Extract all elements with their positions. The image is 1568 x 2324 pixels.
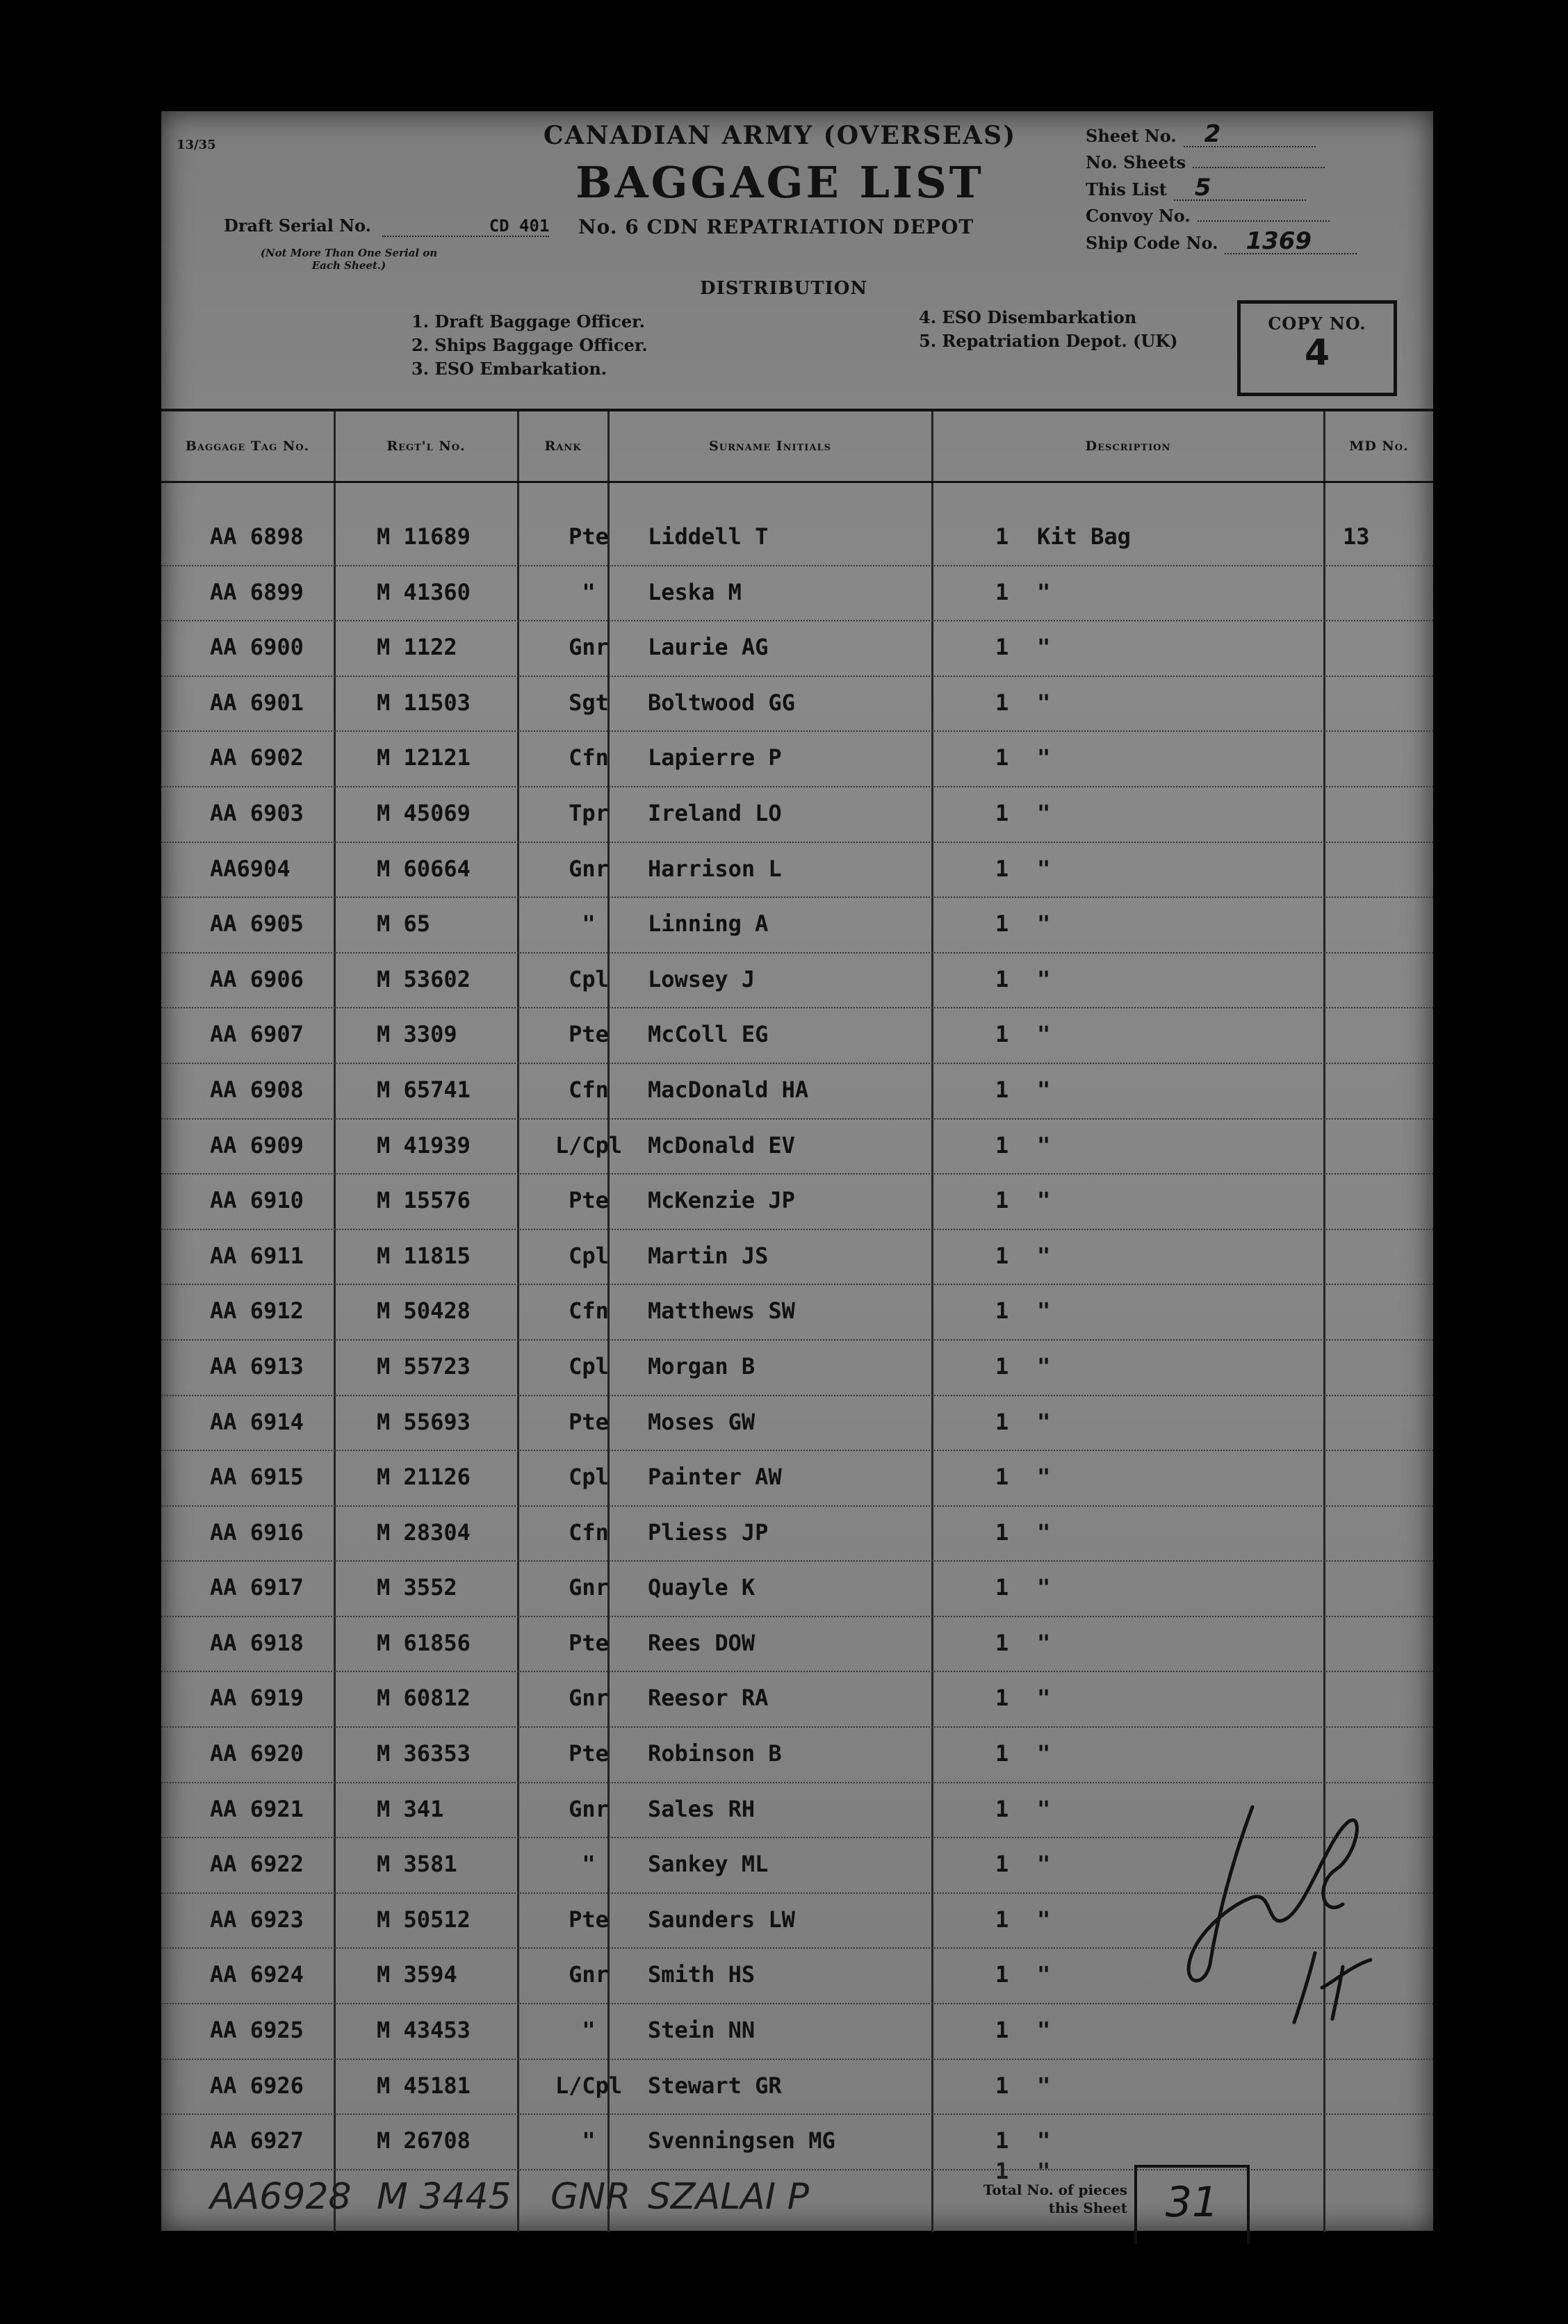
row-qty: 1 — [995, 910, 1009, 938]
row-qty: 1 — [995, 1851, 1009, 1878]
row-qty: 1 — [995, 799, 1009, 826]
row-description: " — [1037, 1851, 1051, 1878]
form-reference: 13/35 — [177, 138, 216, 152]
row-regt-no: M 61856 — [377, 1629, 471, 1656]
row-description: " — [1037, 2072, 1051, 2099]
row-description: " — [1037, 1574, 1051, 1601]
row-description: " — [1037, 1187, 1051, 1214]
row-tag: AA 6900 — [210, 634, 304, 661]
table-row — [161, 732, 1433, 787]
row-regt-no: M 43453 — [377, 2017, 471, 2044]
table-row — [161, 1230, 1433, 1286]
table-row — [161, 1451, 1433, 1507]
row-regt-no: M 3309 — [377, 1021, 457, 1048]
row-qty: 1 — [995, 1629, 1009, 1656]
table-row — [161, 954, 1433, 1009]
row-regt-no: M 60664 — [377, 855, 471, 882]
total-label: Total No. of pieces this Sheet — [983, 2182, 1127, 2216]
row-qty: 1 — [995, 965, 1009, 992]
row-rank: " — [582, 2127, 596, 2154]
row-regt-no: M 21126 — [377, 1464, 471, 1491]
row-name: Stewart GR — [648, 2072, 782, 2099]
row-qty: 1 — [995, 2017, 1009, 2044]
row-regt-no: M 11503 — [377, 689, 471, 716]
row-tag: AA 6913 — [210, 1352, 304, 1380]
no-sheets-value — [1193, 167, 1325, 168]
total-pieces-value: 31 — [1134, 2165, 1250, 2244]
row-regt-no: M 50428 — [377, 1298, 471, 1325]
row-rank: Cfn — [569, 1076, 609, 1103]
row-qty: 1 — [995, 1795, 1009, 1822]
row-regt-no: M 41360 — [377, 578, 471, 605]
row-qty: 1 — [995, 1906, 1009, 1933]
row-name: Painter AW — [648, 1464, 782, 1491]
signature-icon — [1169, 1779, 1391, 2043]
row-description: " — [1037, 1352, 1051, 1380]
row-description: " — [1037, 1906, 1051, 1933]
column-header-description: Description — [1085, 439, 1171, 454]
row-tag: AA 6911 — [210, 1242, 304, 1269]
row-description: " — [1037, 2157, 1051, 2184]
row-tag: AA 6907 — [210, 1021, 304, 1048]
ship-code-label: Ship Code No. — [1086, 233, 1218, 253]
sheet-no-label: Sheet No. — [1086, 126, 1177, 146]
column-header-md: MD No. — [1349, 439, 1409, 454]
row-tag: AA 6898 — [210, 523, 304, 550]
row-rank: Cfn — [569, 1298, 609, 1325]
this-list-row — [1086, 176, 1357, 203]
row-name: Reesor RA — [648, 1685, 769, 1712]
row-qty: 1 — [995, 1685, 1009, 1712]
row-name: McColl EG — [648, 1021, 769, 1048]
row-name: Linning A — [648, 910, 769, 938]
table-row — [161, 1617, 1433, 1673]
row-description: " — [1037, 1629, 1051, 1656]
row-rank: Pte — [569, 1408, 609, 1435]
row-description: " — [1037, 1519, 1051, 1546]
no-sheets-label: No. Sheets — [1086, 152, 1186, 172]
row-tag: AA 6902 — [210, 744, 304, 771]
row-qty: 1 — [995, 634, 1009, 661]
table-header — [161, 411, 1433, 483]
table-row — [161, 898, 1433, 954]
row-description: " — [1037, 1408, 1051, 1435]
table-row — [161, 1672, 1433, 1728]
distribution-item: 1. Draft Baggage Officer. — [411, 311, 645, 332]
row-regt-no: M 15576 — [377, 1187, 471, 1214]
row-qty: 1 — [995, 1187, 1009, 1214]
row-name: Moses GW — [648, 1408, 756, 1435]
column-header-name: Surname Initials — [709, 439, 831, 454]
draft-serial — [224, 215, 549, 237]
baggage-list-sheet — [161, 111, 1433, 2231]
table-row — [161, 1562, 1433, 1617]
row-description: " — [1037, 2127, 1051, 2154]
row-regt-no: M 36353 — [377, 1740, 471, 1767]
row-qty: 1 — [995, 744, 1009, 771]
row-regt-no: M 3552 — [377, 1574, 457, 1601]
row-tag: AA6928 — [210, 2175, 352, 2218]
row-name: Rees DOW — [648, 1629, 756, 1656]
row-tag: AA 6922 — [210, 1851, 304, 1878]
table-row — [161, 1120, 1433, 1175]
sheet-info — [1086, 122, 1357, 256]
row-qty: 1 — [995, 1519, 1009, 1546]
row-regt-no: M 53602 — [377, 965, 471, 992]
row-qty: 1 — [995, 1408, 1009, 1435]
row-tag: AA 6916 — [210, 1519, 304, 1546]
row-name: Saunders LW — [648, 1906, 795, 1933]
row-name: Lapierre P — [648, 744, 782, 771]
row-regt-no: M 12121 — [377, 744, 471, 771]
row-name: Smith HS — [648, 1961, 756, 1988]
table-row — [161, 1507, 1433, 1562]
row-name: Svenningsen MG — [648, 2127, 835, 2154]
row-rank: Cfn — [569, 744, 609, 771]
row-rank: " — [582, 1851, 596, 1878]
row-name: MacDonald HA — [648, 1076, 809, 1103]
row-name: Liddell T — [648, 523, 769, 550]
column-header-regt-no: Regt'l No. — [386, 439, 466, 454]
row-tag: AA 6923 — [210, 1906, 304, 1933]
ship-code-row — [1086, 229, 1357, 256]
sheet-no-value: 2 — [1184, 122, 1316, 147]
row-tag: AA 6926 — [210, 2072, 304, 2099]
row-md-no: 13 — [1343, 523, 1370, 550]
row-tag: AA 6919 — [210, 1685, 304, 1712]
row-name: McDonald EV — [648, 1131, 795, 1159]
row-qty: 1 — [995, 1131, 1009, 1159]
row-regt-no: M 55723 — [377, 1352, 471, 1380]
row-name: Lowsey J — [648, 965, 756, 992]
row-rank: Pte — [569, 523, 609, 550]
distribution-title: DISTRIBUTION — [700, 278, 868, 299]
row-name: SZALAI P — [648, 2175, 809, 2218]
row-qty: 1 — [995, 1574, 1009, 1601]
column-header-tag: Baggage Tag No. — [185, 439, 310, 454]
row-rank: GNR — [550, 2175, 631, 2218]
table-row — [161, 1008, 1433, 1064]
copy-number-value: 4 — [1304, 332, 1330, 374]
row-tag: AA 6901 — [210, 689, 304, 716]
row-description: " — [1037, 634, 1051, 661]
row-qty: 1 — [995, 1740, 1009, 1767]
row-rank: Cpl — [569, 1352, 609, 1380]
row-description: " — [1037, 689, 1051, 716]
row-rank: Cpl — [569, 1242, 609, 1269]
row-qty: 1 — [995, 2127, 1009, 2154]
row-qty: 1 — [995, 1298, 1009, 1325]
row-tag: AA 6915 — [210, 1464, 304, 1491]
table-row — [161, 787, 1433, 843]
table-row — [161, 1285, 1433, 1341]
row-name: Ireland LO — [648, 799, 782, 826]
row-rank: Gnr — [569, 1795, 609, 1822]
copy-number-box — [1237, 300, 1397, 396]
row-description: " — [1037, 2017, 1051, 2044]
army-heading: CANADIAN ARMY (OVERSEAS) — [543, 121, 1017, 150]
depot-line — [578, 215, 974, 238]
depot-no-label: No. — [578, 215, 618, 238]
row-regt-no: M 3445 — [377, 2175, 512, 2218]
row-qty: 1 — [995, 523, 1009, 550]
depot-no-value: 6 — [625, 215, 639, 238]
table-row — [161, 1396, 1433, 1452]
row-qty: 1 — [995, 1961, 1009, 1988]
row-description: " — [1037, 1298, 1051, 1325]
row-rank: L/Cpl — [555, 2072, 623, 2099]
table-row — [161, 566, 1433, 622]
row-rank: Cpl — [569, 1464, 609, 1491]
row-rank: Cfn — [569, 1519, 609, 1546]
row-description: " — [1037, 910, 1051, 938]
row-rank: Gnr — [569, 1685, 609, 1712]
row-regt-no: M 45181 — [377, 2072, 471, 2099]
row-tag: AA 6908 — [210, 1076, 304, 1103]
copy-number-label: COPY NO. — [1268, 313, 1366, 334]
row-name: McKenzie JP — [648, 1187, 795, 1214]
row-qty: 1 — [995, 1352, 1009, 1380]
row-regt-no: M 41939 — [377, 1131, 471, 1159]
row-description: Kit Bag — [1037, 523, 1131, 550]
draft-serial-label: Draft Serial No. — [224, 215, 372, 236]
row-description: " — [1037, 1740, 1051, 1767]
row-regt-no: M 3581 — [377, 1851, 457, 1878]
table-row — [161, 843, 1433, 899]
row-name: Sankey ML — [648, 1851, 769, 1878]
row-qty: 1 — [995, 2072, 1009, 2099]
row-rank: Tpr — [569, 799, 609, 826]
row-qty: 1 — [995, 689, 1009, 716]
distribution-item: 4. ESO Disembarkation — [919, 307, 1137, 327]
row-regt-no: M 55693 — [377, 1408, 471, 1435]
row-description: " — [1037, 1242, 1051, 1269]
row-regt-no: M 28304 — [377, 1519, 471, 1546]
row-description: " — [1037, 1464, 1051, 1491]
row-name: Sales RH — [648, 1795, 756, 1822]
row-description: " — [1037, 799, 1051, 826]
row-description: " — [1037, 1685, 1051, 1712]
table-row — [161, 1728, 1433, 1783]
row-tag: AA 6909 — [210, 1131, 304, 1159]
row-name: Laurie AG — [648, 634, 769, 661]
row-regt-no: M 65741 — [377, 1076, 471, 1103]
row-name: Robinson B — [648, 1740, 782, 1767]
row-rank: Pte — [569, 1021, 609, 1048]
table-row — [161, 1064, 1433, 1120]
row-qty: 1 — [995, 1242, 1009, 1269]
row-qty: 1 — [995, 1021, 1009, 1048]
row-name: Boltwood GG — [648, 689, 795, 716]
row-tag: AA 6912 — [210, 1298, 304, 1325]
row-rank: Pte — [569, 1629, 609, 1656]
row-qty: 1 — [995, 2157, 1009, 2184]
row-description: " — [1037, 578, 1051, 605]
row-regt-no: M 3594 — [377, 1961, 457, 1988]
this-list-value: 5 — [1174, 176, 1306, 201]
distribution-item: 5. Repatriation Depot. (UK) — [919, 331, 1178, 351]
row-regt-no: M 26708 — [377, 2127, 471, 2154]
depot-name: CDN REPATRIATION DEPOT — [646, 215, 974, 238]
row-rank: Pte — [569, 1187, 609, 1214]
row-tag: AA 6903 — [210, 799, 304, 826]
convoy-label: Convoy No. — [1086, 206, 1191, 226]
row-qty: 1 — [995, 1076, 1009, 1103]
row-name: Quayle K — [648, 1574, 756, 1601]
row-description: " — [1037, 965, 1051, 992]
row-rank: Pte — [569, 1906, 609, 1933]
row-rank: Gnr — [569, 855, 609, 882]
row-tag: AA 6918 — [210, 1629, 304, 1656]
page-title: BAGGAGE LIST — [575, 157, 984, 208]
row-tag: AA 6924 — [210, 1961, 304, 1988]
row-description: " — [1037, 1961, 1051, 1988]
draft-serial-value: CD 401 — [382, 216, 549, 237]
row-tag: AA 6914 — [210, 1408, 304, 1435]
row-tag: AA 6921 — [210, 1795, 304, 1822]
row-rank: Cpl — [569, 965, 609, 992]
row-regt-no: M 341 — [377, 1795, 444, 1822]
row-regt-no: M 45069 — [377, 799, 471, 826]
row-name: Stein NN — [648, 2017, 756, 2044]
row-tag: AA 6927 — [210, 2127, 304, 2154]
row-rank: Sgt — [569, 689, 609, 716]
signature — [1169, 1779, 1391, 2046]
row-regt-no: M 60812 — [377, 1685, 471, 1712]
row-rank: " — [582, 578, 596, 605]
row-rank: Gnr — [569, 634, 609, 661]
row-tag: AA6904 — [210, 855, 291, 882]
distribution-item: 3. ESO Embarkation. — [411, 359, 607, 379]
table-row — [161, 511, 1433, 566]
row-name: Martin JS — [648, 1242, 769, 1269]
row-description: " — [1037, 744, 1051, 771]
row-regt-no: M 1122 — [377, 634, 457, 661]
row-rank: Pte — [569, 1740, 609, 1767]
sheet-no-row — [1086, 122, 1357, 149]
draft-serial-note: (Not More Than One Serial on Each Sheet.) — [260, 247, 438, 272]
row-regt-no: M 11689 — [377, 523, 471, 550]
row-rank: Gnr — [569, 1961, 609, 1988]
row-tag: AA 6906 — [210, 965, 304, 992]
row-qty: 1 — [995, 855, 1009, 882]
row-tag: AA 6905 — [210, 910, 304, 938]
distribution-item: 2. Ships Baggage Officer. — [411, 335, 648, 355]
distribution-list-left — [411, 310, 648, 381]
this-list-label: This List — [1086, 179, 1167, 199]
table-row — [161, 2060, 1433, 2116]
table-row — [161, 1175, 1433, 1230]
row-tag: AA 6925 — [210, 2017, 304, 2044]
table-row — [161, 1341, 1433, 1396]
table-row — [161, 2115, 1433, 2170]
row-description: " — [1037, 1131, 1051, 1159]
row-rank: " — [582, 2017, 596, 2044]
row-tag: AA 6920 — [210, 1740, 304, 1767]
row-tag: AA 6917 — [210, 1574, 304, 1601]
convoy-row — [1086, 203, 1357, 229]
row-rank: L/Cpl — [555, 1131, 623, 1159]
row-name: Morgan B — [648, 1352, 756, 1380]
row-name: Harrison L — [648, 855, 782, 882]
row-description: " — [1037, 1021, 1051, 1048]
no-sheets-row — [1086, 149, 1357, 176]
row-description: " — [1037, 1795, 1051, 1822]
row-description: " — [1037, 855, 1051, 882]
row-tag: AA 6910 — [210, 1187, 304, 1214]
row-qty: 1 — [995, 1464, 1009, 1491]
row-name: Pliess JP — [648, 1519, 769, 1546]
distribution-list-right — [919, 306, 1178, 353]
row-qty: 1 — [995, 578, 1009, 605]
row-tag: AA 6899 — [210, 578, 304, 605]
row-regt-no: M 11815 — [377, 1242, 471, 1269]
row-description: " — [1037, 1076, 1051, 1103]
row-regt-no: M 65 — [377, 910, 431, 938]
ship-code-value: 1369 — [1225, 229, 1357, 254]
row-rank: " — [582, 910, 596, 938]
row-regt-no: M 50512 — [377, 1906, 471, 1933]
row-name: Matthews SW — [648, 1298, 795, 1325]
table-row — [161, 677, 1433, 733]
row-rank: Gnr — [569, 1574, 609, 1601]
table-row — [161, 621, 1433, 677]
convoy-value — [1198, 220, 1330, 222]
row-name: Leska M — [648, 578, 742, 605]
column-header-rank: Rank — [544, 439, 582, 454]
